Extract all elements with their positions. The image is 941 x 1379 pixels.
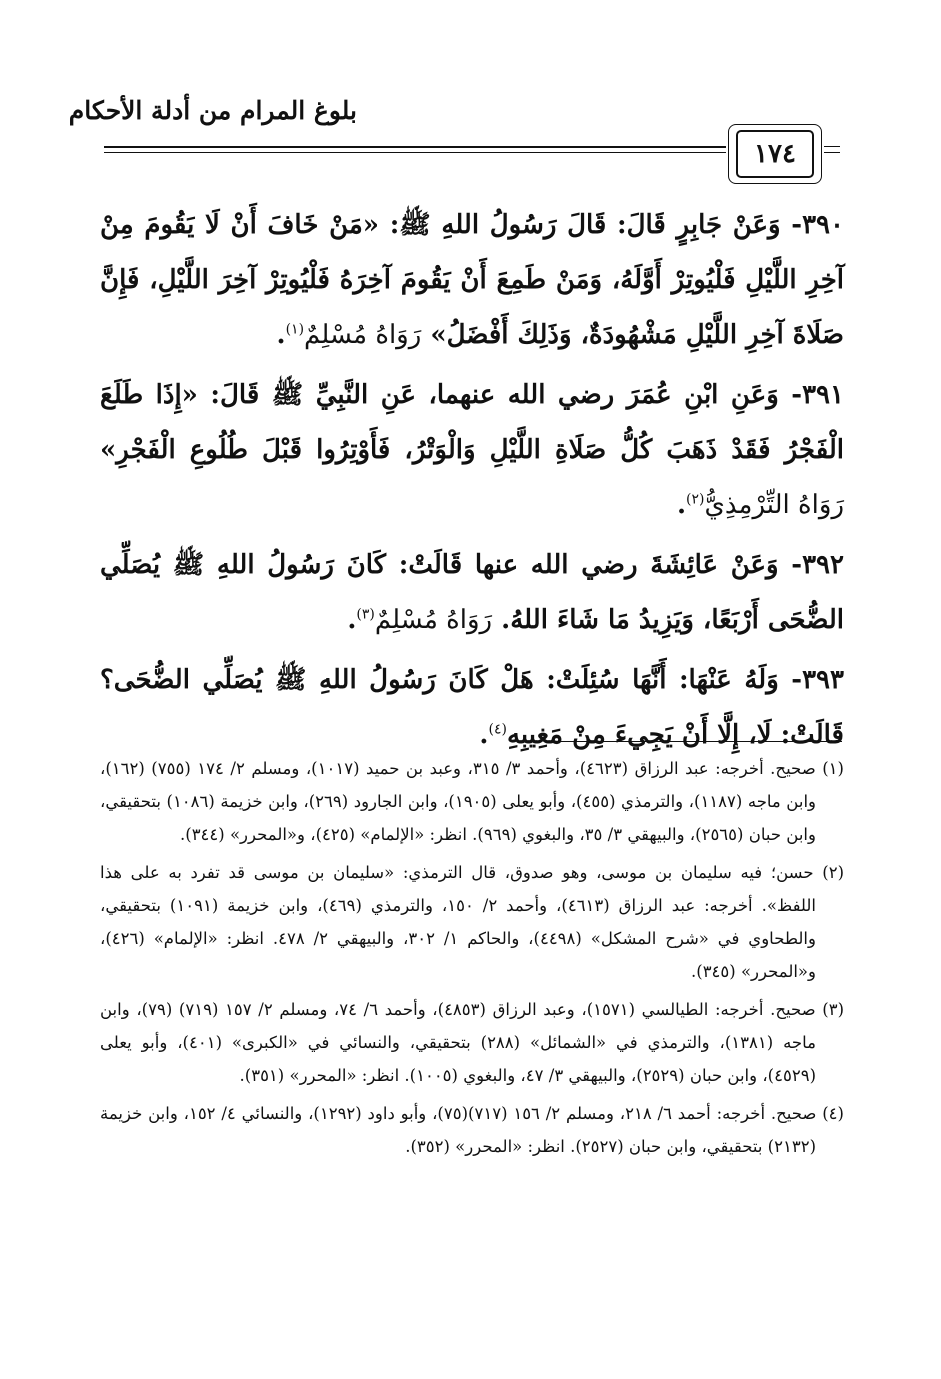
header-rule-right-bottom bbox=[824, 152, 840, 153]
hadith-reference: رَوَاهُ التِّرْمِذِيُّ bbox=[704, 490, 844, 520]
hadith-391: ٣٩١- وَعَنِ ابْنِ عُمَرَ رضي الله عنهما، عَنِ النَّبِيِّ ﷺ قَالَ: «إِذَا طَلَعَ الْفَجْرُ فَقَدْ ذَهَبَ كُلُّ صَلَاةِ اللَّيْلِ وَالْوَتْرُ، فَأَوْتِرُوا قَبْلَ طُلُوعِ الْفَجْرِ» رَوَاهُ التِّرْمِذِيُّ$^{(٢)}$. bbox=[100, 380, 844, 520]
footnote-mark: (٣) bbox=[356, 606, 375, 623]
hadith-section bbox=[100, 198, 844, 768]
header-rule-top bbox=[104, 146, 726, 148]
page-number: ١٧٤ bbox=[736, 130, 814, 178]
footnote-1: (١) صحيح. أخرجه: عبد الرزاق (٤٦٢٣)، وأحمد ٣/ ٣١٥، وعبد بن حميد (١٠١٧)، ومسلم ٢/ ١٧٤ (٧٥٥) (١٦٢)، وابن ماجه (١١٨٧)، والترمذي (٤٥٥)، وأبو يعلى (١٩٠٥)، وابن الجارود (٢٦٩)، وابن خزيمة (١٠٨٦) بتحقيقي، وابن حبان (٢٥٦٥)، والبيهقي ٣/ ٣٥، والبغوي (٩٦٩). انظر: «الإلمام» (٤٢٥)، و«المحرر» (٣٤٤). bbox=[100, 759, 844, 844]
header-rule-right-top bbox=[824, 146, 840, 147]
footnote-mark: (١) bbox=[285, 321, 305, 338]
hadith-text: وَلَهُ عَنْهَا: أَنَّهَا سُئِلَتْ: هَلْ كَانَ رَسُولُ اللهِ ﷺ يُصَلِّي الضُّحَى؟ قَالَتْ: لَا، إِلَّا أَنْ يَجِيءَ مِنْ مَغِيبِهِ bbox=[100, 665, 844, 750]
hadith-reference: رَوَاهُ مُسْلِمٌ bbox=[374, 605, 493, 635]
hadith-number: ٣٩٢- bbox=[791, 550, 844, 580]
hadith-392: ٣٩٢- وَعَنْ عَائِشَةَ رضي الله عنها قَالَتْ: كَانَ رَسُولُ اللهِ ﷺ يُصَلِّي الضُّحَى أَرْبَعًا، وَيَزِيدُ مَا شَاءَ اللهُ. رَوَاهُ مُسْلِمٌ$^{(٣)}$. bbox=[100, 550, 844, 635]
footnote-4: (٤) صحيح. أخرجه: أحمد ٦/ ٢١٨، ومسلم ٢/ ١٥٦ (٧١٧)(٧٥)، وأبو داود (١٢٩٢)، والنسائي ٤/ ١٥٢، وابن خزيمة (٢١٣٢) بتحقيقي، وابن حبان (٢٥٢٧). انظر: «المحرر» (٣٥٢). bbox=[100, 1104, 844, 1156]
footnote-mark: (٤) bbox=[488, 721, 507, 738]
footnote-mark: (٢) bbox=[686, 491, 705, 508]
footnote-divider bbox=[548, 741, 842, 742]
hadith-393: ٣٩٣- وَلَهُ عَنْهَا: أَنَّهَا سُئِلَتْ: هَلْ كَانَ رَسُولُ اللهِ ﷺ يُصَلِّي الضُّحَى؟ قَالَتْ: لَا، إِلَّا أَنْ يَجِيءَ مِنْ مَغِيبِهِ$^{(٤)}$. bbox=[100, 665, 844, 750]
header-rule-bottom bbox=[104, 152, 726, 153]
footnote-2: (٢) حسن؛ فيه سليمان بن موسى، وهو صدوق، قال الترمذي: «سليمان بن موسى قد تفرد به على هذا اللفظ». أخرجه: عبد الرزاق (٤٦١٣)، وأحمد ٢/ ١٥٠، والترمذي (٤٦٩)، وابن خزيمة (١٠٩١) بتحقيقي، والطحاوي في «شرح المشكل» (٤٤٩٨)، والحاكم ١/ ٣٠٢، والبيهقي ٢/ ٤٧٨. انظر: «الإلمام» (٤٢٦)، و«المحرر» (٣٤٥). bbox=[100, 863, 844, 981]
hadith-390: ٣٩٠- وَعَنْ جَابِرٍ قَالَ: قَالَ رَسُولُ اللهِ ﷺ: «مَنْ خَافَ أَنْ لَا يَقُومَ مِنْ آخِرِ اللَّيْلِ فَلْيُوتِرْ أَوَّلَهُ، وَمَنْ طَمِعَ أَنْ يَقُومَ آخِرَهُ فَلْيُوتِرْ آخِرَ اللَّيْلِ، فَإِنَّ صَلَاةَ آخِرِ اللَّيْلِ مَشْهُودَةٌ، وَذَلِكَ أَفْضَلُ» رَوَاهُ مُسْلِمٌ$^{(١)}$. bbox=[100, 210, 844, 350]
hadith-text: وَعَنِ ابْنِ عُمَرَ رضي الله عنهما، عَنِ النَّبِيِّ ﷺ قَالَ: «إِذَا طَلَعَ الْفَجْرُ فَقَدْ ذَهَبَ كُلُّ صَلَاةِ اللَّيْلِ وَالْوَتْرُ، فَأَوْتِرُوا قَبْلَ طُلُوعِ الْفَجْرِ» bbox=[100, 380, 844, 465]
hadith-number: ٣٩٠- bbox=[791, 210, 844, 240]
hadith-text: وَعَنْ عَائِشَةَ رضي الله عنها قَالَتْ: كَانَ رَسُولُ اللهِ ﷺ يُصَلِّي الضُّحَى أَرْبَعًا، وَيَزِيدُ مَا شَاءَ اللهُ. bbox=[100, 550, 844, 635]
footnote-3: (٣) صحيح. أخرجه: الطيالسي (١٥٧١)، وعبد الرزاق (٤٨٥٣)، وأحمد ٦/ ٧٤، ومسلم ٢/ ١٥٧ (٧١٩) (٧٩)، وابن ماجه (١٣٨١)، والترمذي في «الشمائل» (٢٨٨) بتحقيقي، والنسائي في «الكبرى» (٤٠١)، وأبو يعلى (٤٥٢٩)، وابن حبان (٢٥٢٩)، والبيهقي ٣/ ٤٧، والبغوي (١٠٠٥). انظر: «المحرر» (٣٥١). bbox=[100, 1000, 844, 1085]
hadith-reference: رَوَاهُ مُسْلِمٌ bbox=[304, 320, 422, 350]
hadith-text: وَعَنْ جَابِرٍ قَالَ: قَالَ رَسُولُ اللهِ ﷺ: «مَنْ خَافَ أَنْ لَا يَقُومَ مِنْ آخِرِ اللَّيْلِ فَلْيُوتِرْ أَوَّلَهُ، وَمَنْ طَمِعَ أَنْ يَقُومَ آخِرَهُ فَلْيُوتِرْ آخِرَ اللَّيْلِ، فَإِنَّ صَلَاةَ آخِرِ اللَّيْلِ مَشْهُودَةٌ، وَذَلِكَ أَفْضَلُ» bbox=[100, 210, 844, 350]
footnotes bbox=[100, 752, 844, 1168]
hadith-number: ٣٩١- bbox=[791, 380, 844, 410]
book-title: بلوغ المرام من أدلة الأحكام bbox=[68, 96, 357, 125]
hadith-number: ٣٩٣- bbox=[791, 665, 844, 695]
